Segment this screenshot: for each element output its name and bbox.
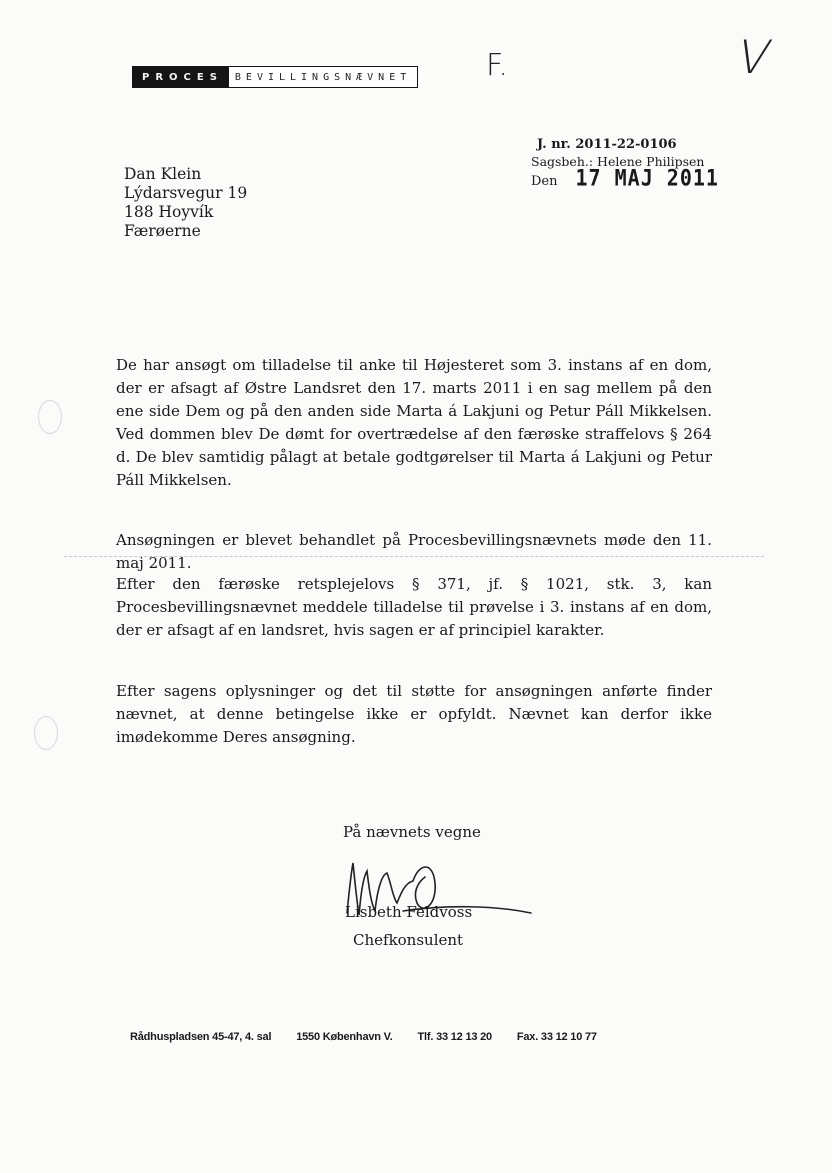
letterhead-logo — [132, 66, 418, 88]
caseworker: Sagsbeh.: Helene Philipsen — [531, 154, 705, 169]
journal-number: J. nr. 2011-22-0106 — [537, 137, 677, 152]
footer-postal: 1550 København V. — [296, 1031, 393, 1043]
scan-fold-line — [64, 556, 764, 557]
punch-hole-bottom — [34, 716, 58, 750]
signatory-name: Lisbeth Feldvoss — [345, 903, 473, 921]
body-paragraph-3: Efter den færøske retsplejelovs § 371, jf. § 1021, stk. 3, kan Procesbevillingsnævnet meddele tilladelse til prøvelse i 3. instans af en dom, der er afsagt af en landsret, hvis sagen er af principiel karakter. — [116, 575, 712, 639]
body-paragraph-4: Efter sagens oplysninger og det til støtte for ansøgningen anførte finder nævnet, at denne betingelse ikke er opfyldt. Nævnet kan derfor ikke imødekomme Deres ansøgning. — [116, 682, 712, 746]
logo-dark-part: PROCES — [132, 66, 229, 88]
recipient-street: Lýdarsvegur 19 — [124, 184, 248, 202]
punch-hole-top — [38, 400, 62, 434]
on-behalf-label: På nævnets vegne — [343, 823, 481, 841]
date-stamp: 17 MAJ 2011 — [575, 164, 719, 192]
handwritten-check-mark: V — [731, 30, 777, 84]
recipient-country: Færøerne — [124, 222, 201, 240]
footer-fax: Fax. 33 12 10 77 — [516, 1031, 597, 1043]
recipient-name: Dan Klein — [124, 165, 202, 183]
date-label: Den — [531, 174, 558, 189]
letter-footer — [130, 1031, 619, 1043]
recipient-address — [124, 165, 247, 241]
date-row — [531, 164, 719, 192]
recipient-city: 188 Hoyvík — [124, 203, 214, 221]
footer-phone: Tlf. 33 12 13 20 — [417, 1031, 492, 1043]
footer-address: Rådhuspladsen 45-47, 4. sal — [130, 1031, 272, 1043]
handwritten-file-mark: F. — [486, 48, 508, 83]
body-paragraph-2: Ansøgningen er blevet behandlet på Procesbevillingsnævnets møde den 11. maj 2011. — [116, 531, 712, 572]
body-paragraph-1: De har ansøgt om tilladelse til anke til Højesteret som 3. instans af en dom, der er afsagt af Østre Landsret den 17. marts 2011 i en sag mellem på den ene side Dem og på den anden side Marta á Lakjuni og Petur Páll Mikkelsen. Ved dommen blev De dømt for overtrædelse af den færøske straffelovs § 264 d. De blev samtidig pålagt at betale godtgørelser til Marta á Lakjuni og Petur Páll Mikkelsen. — [116, 356, 712, 489]
reference-block — [531, 136, 719, 190]
logo-light-part: BEVILLINGSNÆVNET — [229, 66, 418, 88]
signatory-title: Chefkonsulent — [353, 931, 464, 949]
